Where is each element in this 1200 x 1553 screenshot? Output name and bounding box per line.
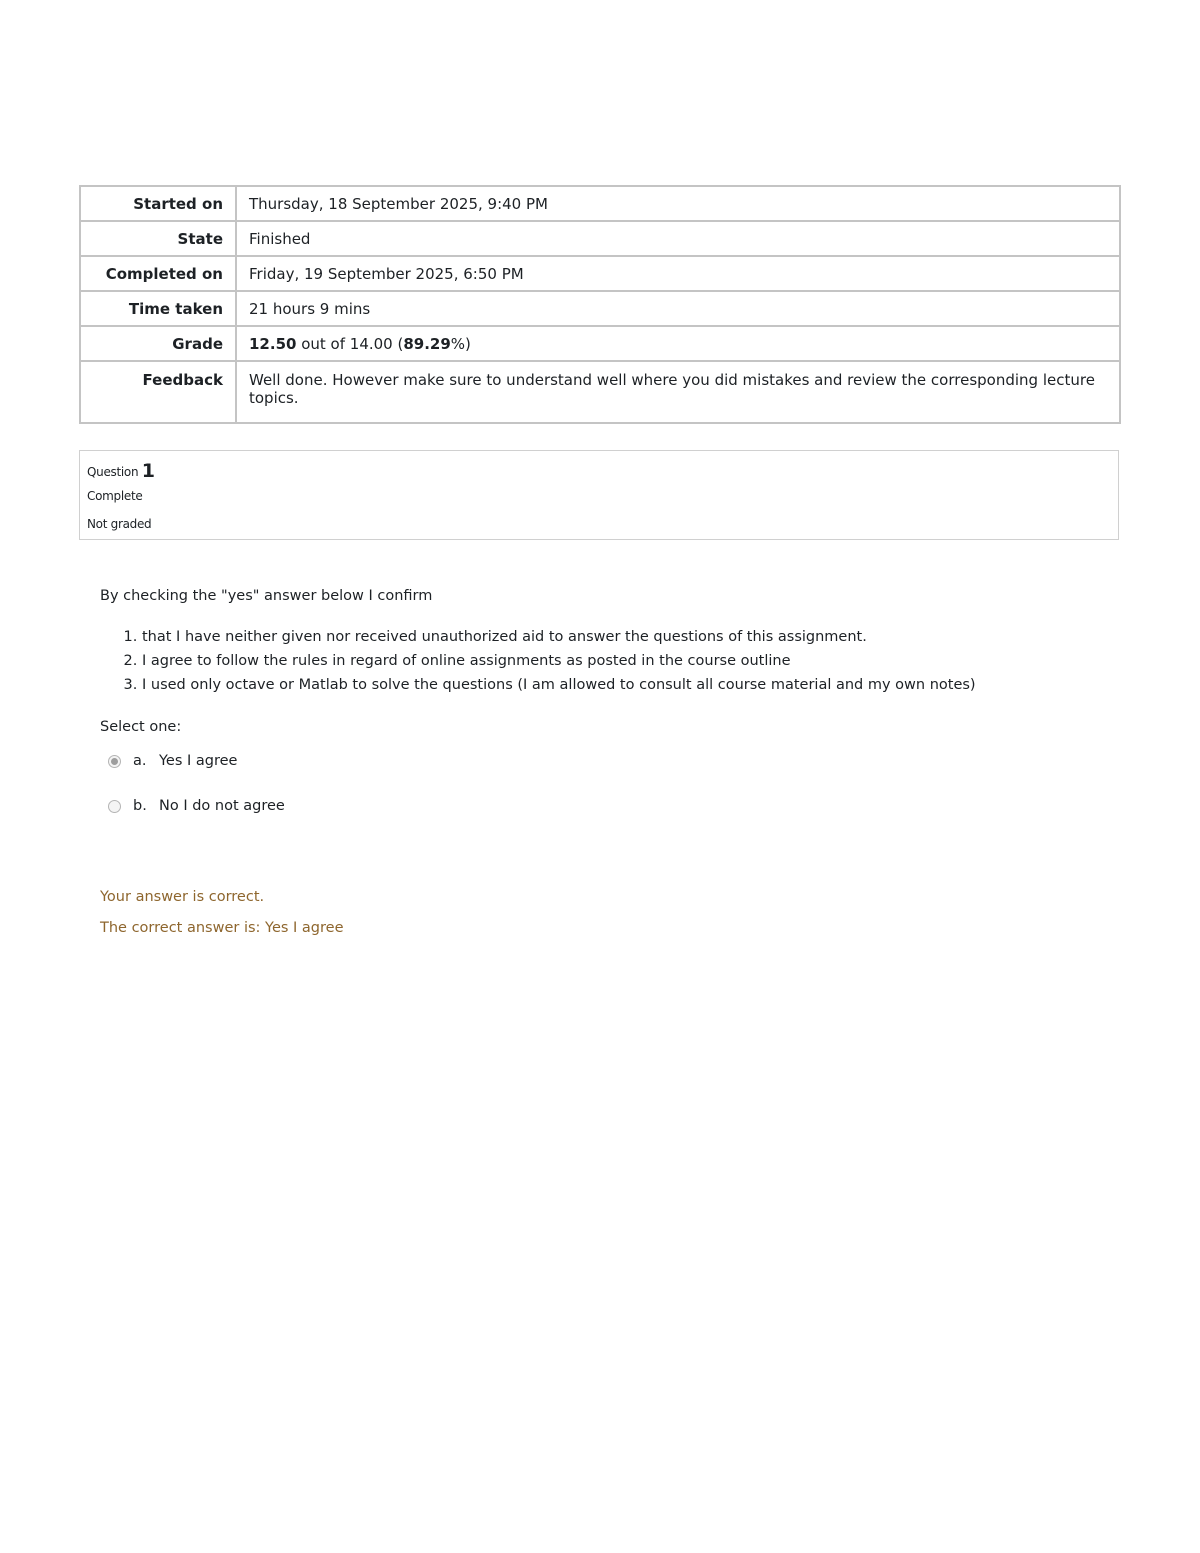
grade-suffix: %): [450, 334, 471, 353]
summary-value: Friday, 19 September 2025, 6:50 PM: [236, 256, 1120, 291]
radio-unchecked-icon[interactable]: [108, 800, 121, 813]
answer-option-yes[interactable]: [108, 751, 237, 771]
summary-row-feedback: [80, 361, 1120, 423]
summary-label: Time taken: [80, 291, 236, 326]
summary-value: 21 hours 9 mins: [236, 291, 1120, 326]
correct-answer: The correct answer is: Yes I agree: [100, 920, 344, 936]
summary-label: Started on: [80, 186, 236, 221]
question-grade: Not graded: [87, 517, 152, 531]
summary-feedback-text: Well done. However make sure to understand well where you did mistakes and review the corresponding lecture topics.: [236, 361, 1120, 423]
list-item: 2. I agree to follow the rules in regard of online assignments as posted in the course outline: [142, 649, 1100, 673]
grade-value: [236, 326, 1120, 361]
summary-row-completed-on: [80, 256, 1120, 291]
grade-percent: 89.29: [403, 334, 451, 353]
grade-out-of: out of 14.00 (: [296, 334, 404, 353]
summary-row-started-on: [80, 186, 1120, 221]
answer-option-no[interactable]: [108, 796, 285, 816]
question-text: [100, 585, 1100, 697]
grade-score: 12.50: [249, 334, 297, 353]
option-text: No I do not agree: [159, 798, 285, 814]
option-text: Yes I agree: [159, 753, 238, 769]
attempt-summary-table: [79, 185, 1121, 424]
summary-value: Thursday, 18 September 2025, 9:40 PM: [236, 186, 1120, 221]
summary-row-grade: [80, 326, 1120, 361]
answer-result: Your answer is correct.: [100, 889, 265, 905]
radio-dot: [111, 758, 118, 765]
summary-label: Feedback: [80, 361, 236, 423]
question-intro: By checking the "yes" answer below I confirm: [100, 588, 433, 604]
question-label: Question: [87, 465, 142, 479]
summary-label: Completed on: [80, 256, 236, 291]
radio-checked-icon[interactable]: [108, 755, 121, 768]
summary-row-state: [80, 221, 1120, 256]
question-number-line: [87, 461, 1111, 482]
question-number: 1: [141, 460, 155, 482]
question-state: Complete: [87, 489, 143, 503]
confirmation-list: [100, 625, 1100, 697]
option-letter: b.: [133, 798, 147, 814]
option-letter: a.: [133, 753, 147, 769]
list-item: 1. that I have neither given nor received unauthorized aid to answer the questions of this assignment.: [142, 625, 1100, 649]
summary-label: Grade: [80, 326, 236, 361]
select-one-prompt: Select one:: [100, 719, 182, 735]
summary-row-time-taken: [80, 291, 1120, 326]
list-item: 3. I used only octave or Matlab to solve the questions (I am allowed to consult all course material and my own notes): [142, 673, 1100, 697]
question-info-panel: [79, 450, 1119, 540]
summary-value: Finished: [236, 221, 1120, 256]
summary-label: State: [80, 221, 236, 256]
